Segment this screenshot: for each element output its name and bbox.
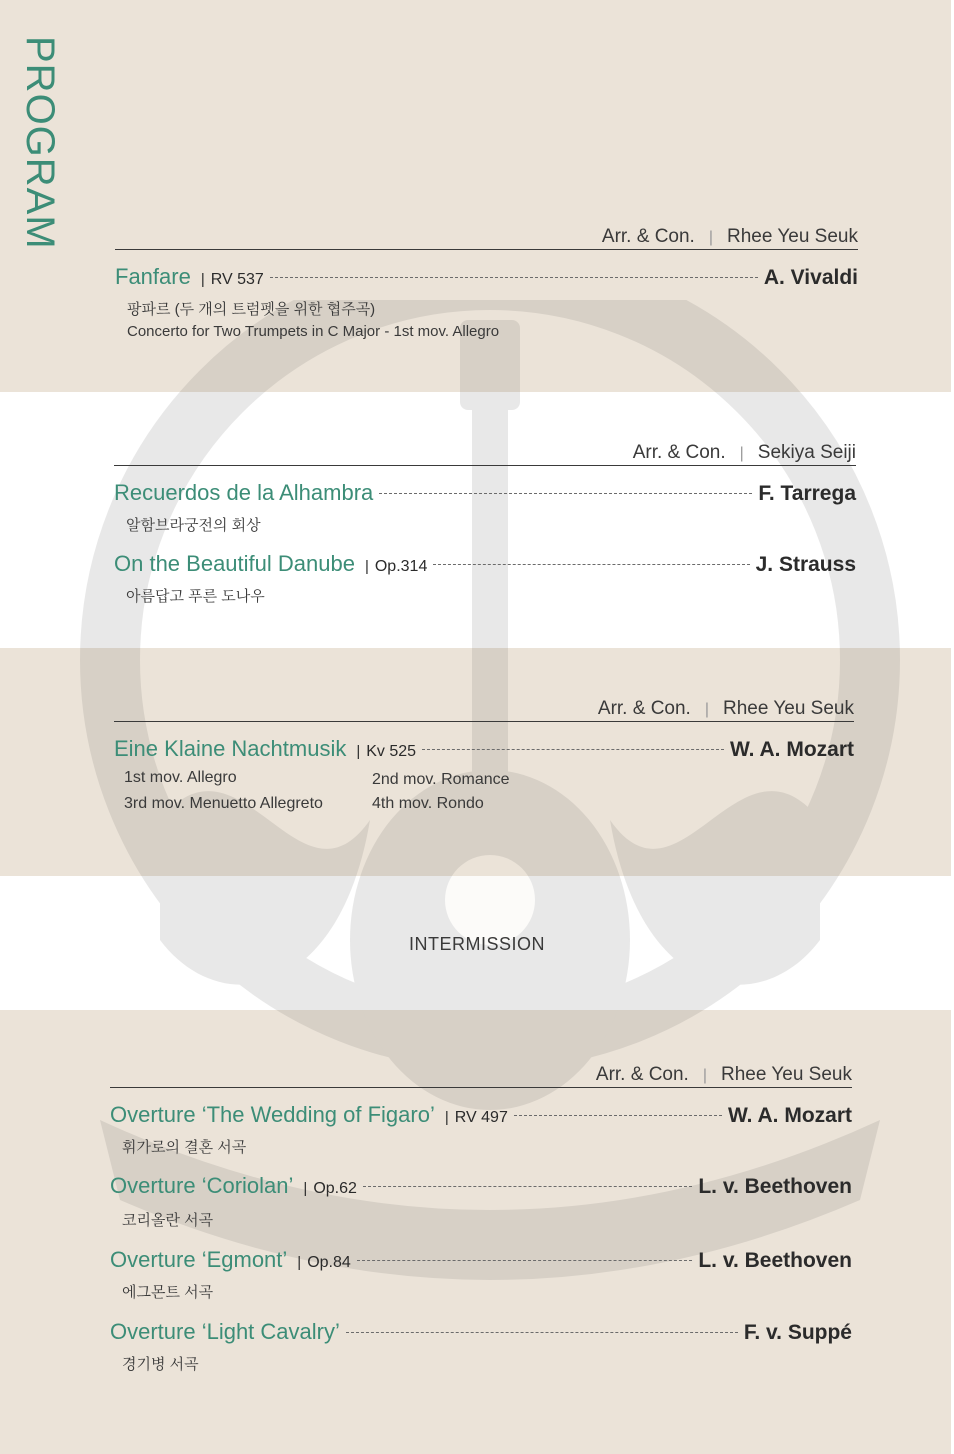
leader-dashes [433, 564, 749, 565]
section-rule [115, 249, 858, 250]
divider: | [297, 1254, 302, 1271]
arranger-name: Rhee Yeu Seuk [722, 698, 854, 719]
composer-name: L. v. Beethoven [698, 1175, 852, 1198]
leader-dashes [357, 1260, 693, 1261]
arr-label: Arr. & Con. [595, 1064, 689, 1085]
leader-dashes [379, 493, 752, 494]
section-4 [110, 1064, 852, 1384]
divider: | [356, 743, 361, 760]
piece-title: Overture ‘Light Cavalry’ [110, 1319, 340, 1344]
piece-row [115, 264, 858, 294]
section-rule [114, 465, 856, 466]
composer-name: W. A. Mozart [729, 738, 854, 761]
korean-title: 에그몬트 서곡 [122, 1284, 214, 1301]
composer-name: J. Strauss [755, 553, 856, 576]
arr-label: Arr. & Con. [632, 442, 726, 463]
korean-title: 코리올란 서곡 [122, 1212, 214, 1229]
piece-row [114, 551, 856, 581]
arr-label: Arr. & Con. [601, 226, 695, 247]
korean-title: 휘가로의 결혼 서곡 [122, 1139, 247, 1156]
arranger-credit [633, 442, 856, 464]
movement-item: 4th mov. Rondo [372, 795, 484, 812]
divider: | [444, 1109, 449, 1126]
piece-row [114, 480, 856, 510]
catalog-number: Op.84 [307, 1254, 351, 1271]
catalog-number: Op.62 [313, 1180, 357, 1197]
composer-name: L. v. Beethoven [698, 1249, 852, 1272]
divider: | [702, 1067, 707, 1084]
piece-row [110, 1173, 852, 1203]
korean-title: 아름답고 푸른 도나우 [126, 588, 265, 605]
divider: | [704, 701, 709, 718]
section-rule [114, 721, 854, 722]
arranger-credit [602, 226, 858, 248]
piece-title: Overture ‘The Wedding of Figaro’ [110, 1102, 435, 1127]
piece-title: Fanfare [115, 264, 191, 289]
piece-row [110, 1247, 852, 1277]
piece-row [114, 736, 854, 766]
movement-item: 1st mov. Allegro [124, 769, 237, 786]
catalog-number: Kv 525 [366, 743, 417, 760]
piece-title: Eine Klaine Nachtmusik [114, 736, 347, 761]
arranger-name: Rhee Yeu Seuk [726, 226, 858, 247]
leader-dashes [363, 1186, 692, 1187]
piece-row [110, 1102, 852, 1132]
piece-row [110, 1319, 852, 1349]
divider: | [200, 271, 205, 288]
piece-title: Overture ‘Egmont’ [110, 1247, 288, 1272]
leader-dashes [346, 1332, 738, 1333]
section-2 [114, 442, 856, 612]
composer-name: W. A. Mozart [727, 1104, 852, 1127]
catalog-number: RV 497 [454, 1109, 508, 1126]
intermission-label: INTERMISSION [408, 934, 545, 954]
korean-title: 알함브라궁전의 회상 [126, 517, 261, 534]
piece-title: Overture ‘Coriolan’ [110, 1173, 294, 1198]
arranger-name: Sekiya Seiji [757, 442, 856, 463]
composer-name: F. v. Suppé [743, 1321, 852, 1344]
divider: | [364, 558, 369, 575]
section-rule [110, 1087, 852, 1088]
divider: | [303, 1180, 308, 1197]
movement-item: 2nd mov. Romance [372, 771, 510, 788]
arr-label: Arr. & Con. [597, 698, 691, 719]
movement-item: 3rd mov. Menuetto Allegreto [124, 795, 323, 812]
leader-dashes [422, 749, 724, 750]
section-1 [115, 226, 858, 356]
section-3 [114, 698, 854, 828]
composer-name: A. Vivaldi [763, 266, 858, 289]
page-title: PROGRAM [18, 36, 62, 250]
catalog-number: RV 537 [210, 271, 264, 288]
divider: | [708, 229, 713, 246]
piece-title: On the Beautiful Danube [114, 551, 355, 576]
korean-title: 팡파르 (두 개의 트럼펫을 위한 협주곡) [127, 301, 376, 318]
piece-subtitle: Concerto for Two Trumpets in C Major - 1st mov. Allegro [127, 323, 500, 340]
composer-name: F. Tarrega [758, 482, 856, 505]
arranger-credit [596, 1064, 852, 1086]
catalog-number: Op.314 [374, 558, 428, 575]
arranger-credit [598, 698, 854, 720]
arranger-name: Rhee Yeu Seuk [720, 1064, 852, 1085]
divider: | [739, 445, 744, 462]
leader-dashes [514, 1115, 722, 1116]
leader-dashes [270, 277, 758, 278]
piece-title: Recuerdos de la Alhambra [114, 480, 374, 505]
korean-title: 경기병 서곡 [122, 1356, 199, 1373]
